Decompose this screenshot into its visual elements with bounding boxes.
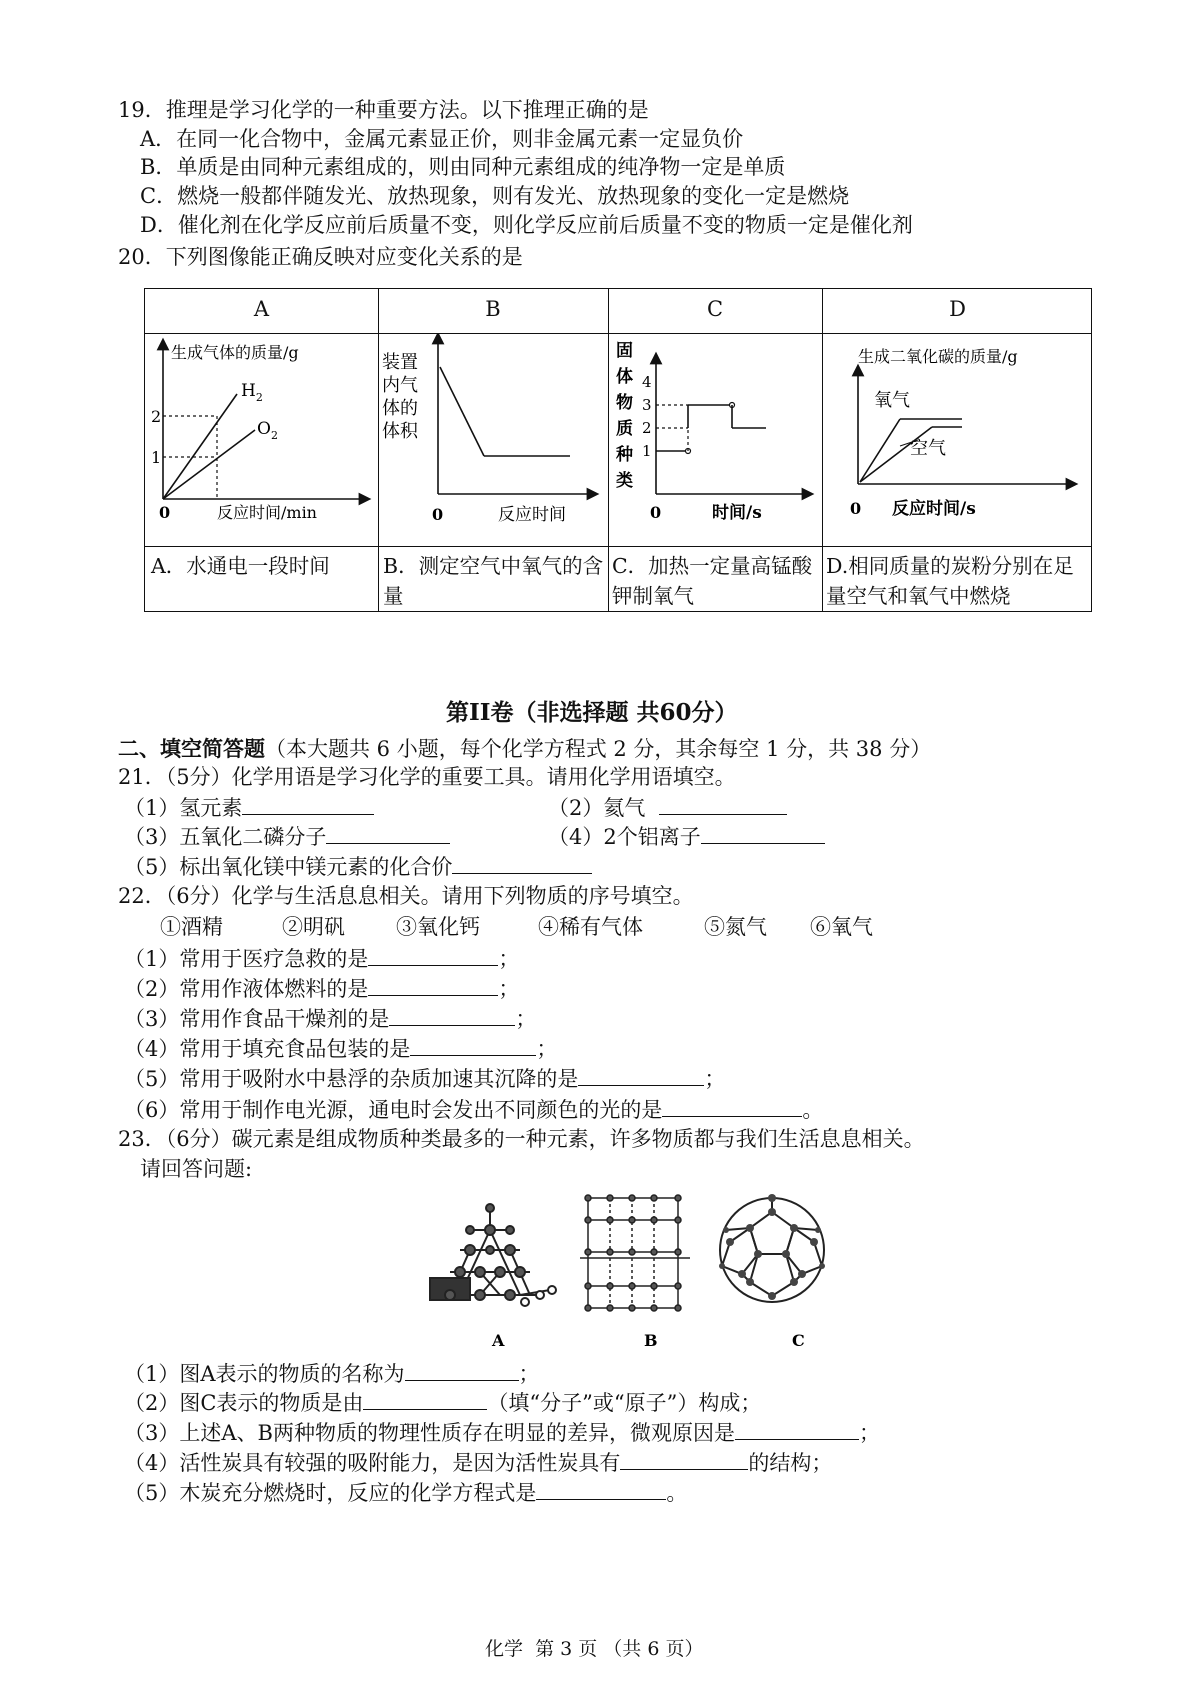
graph-a-ylabel: 生成气体的质量/g [171,343,299,362]
answer-blank[interactable] [368,948,498,966]
q22-item-5: （5）常用于吸附水中悬浮的杂质加速其沉降的是 ； [124,1067,726,1091]
q22-item-4: （4）常用于填充食品包装的是 ； [124,1037,558,1061]
graph-b-ylabel-1: 装置 [382,352,418,373]
caption-c: C．加热一定量高锰酸钾制氧气 [612,554,813,608]
q23-item-1: （1）图A表示的物质的名称为 ； [124,1362,540,1386]
graph-c-tick-1: 1 [642,442,652,460]
section-label: 二、填空简答题 [118,736,265,761]
caption-d: D.相同质量的炭粉分别在足量空气和氧气中燃烧 [826,554,1074,608]
answer-blank[interactable] [578,1068,704,1086]
q22-choice-3: ③氧化钙 [396,915,480,939]
graph-b-xlabel: 反应时间 [498,505,566,525]
q22-choice-4: ④稀有气体 [538,915,643,939]
q22-item-2: （2）常用作液体燃料的是 ； [124,977,520,1001]
q19-stem: 19．推理是学习化学的一种重要方法。以下推理正确的是 [118,98,649,122]
graph-c-ylabel-1: 固 [616,341,633,361]
graph-c-tick-4: 4 [642,373,652,391]
graph-a-h2-label: $H_2$ [241,381,263,404]
q21-item-1: （1）氢元素 [124,797,374,819]
q23-item-3: （3）上述A、B两种物质的物理性质存在明显的差异，微观原因是 ； [124,1421,880,1445]
answer-blank[interactable] [701,826,825,844]
section-heading [118,738,931,760]
q20-stem: 20．下列图像能正确反映对应变化关系的是 [118,245,523,269]
figure-label-b: B [644,1331,658,1350]
q22-choice-2: ②明矾 [282,915,345,939]
q19-option-b: B．单质是由同种元素组成的，则由同种元素组成的纯净物一定是单质 [140,155,786,179]
caption-a: A．水通电一段时间 [151,554,330,578]
q22-item-6: （6）常用于制作电光源，通电时会发出不同颜色的光的是 。 [124,1098,824,1122]
q21-item-2: （2）氦气 [548,797,787,819]
graph-d-origin: 0 [850,499,862,518]
part2-title: 第II卷（非选择题 共60分） [446,699,738,726]
graph-d-xlabel: 反应时间/s [892,499,976,519]
graph-d-air-label: 空气 [910,438,946,459]
graph-c-ylabel-5: 种 [616,445,633,465]
graph-d-oxygen-label: 氧气 [874,390,910,411]
q23-item-2: （2）图C表示的物质是由 （填“分子”或“原子”）构成； [124,1391,762,1415]
figure-label-a: A [492,1331,505,1350]
graphite-structure-image [580,1195,690,1311]
q20-graph-table [144,288,1092,612]
graph-c-tick-2: 2 [642,419,652,437]
answer-blank[interactable] [452,856,592,874]
q22-item-1: （1）常用于医疗急救的是 ； [124,947,520,971]
q22-choice-6: ⑥氧气 [810,915,873,939]
graph-c-ylabel-3: 物 [616,393,633,413]
fullerene-structure-image [719,1194,825,1302]
graph-c-origin: 0 [650,503,662,522]
answer-blank[interactable] [662,1099,802,1117]
graph-a-xlabel: 反应时间/min [217,503,317,522]
answer-blank[interactable] [735,1422,859,1440]
q22-item-3: （3）常用作食品干燥剂的是 ； [124,1007,537,1031]
answer-blank[interactable] [536,1482,666,1500]
caption-b: B．测定空气中氧气的含量 [383,554,604,608]
answer-blank[interactable] [405,1363,519,1381]
graph-c-ylabel-6: 类 [616,471,633,491]
page-footer: 化学 第 3 页 （共 6 页） [485,1638,704,1660]
q21-stem: 21．（5分）化学用语是学习化学的重要工具。请用化学用语填空。 [118,765,736,789]
q22-choice-1: ①酒精 [160,915,223,939]
answer-blank[interactable] [389,1008,515,1026]
graph-d-ylabel: 生成二氧化碳的质量/g [858,347,1018,366]
graph-c-tick-3: 3 [642,396,652,414]
q23-stem-2: 请回答问题: [140,1157,253,1181]
q23-item-5: （5）木炭充分燃烧时，反应的化学方程式是 。 [124,1481,688,1505]
answer-blank[interactable] [326,826,450,844]
graph-a-o2-label: $O_2$ [257,419,278,442]
graph-b-origin: 0 [432,505,444,524]
answer-blank[interactable] [363,1392,487,1410]
q23-item-4: （4）活性炭具有较强的吸附能力，是因为活性炭具有 的结构； [124,1451,833,1475]
header-b: B [485,297,501,321]
graph-b-ylabel-2: 内气 [382,375,418,396]
graph-a-tick-1: 1 [151,448,162,467]
q22-stem: 22．（6分）化学与生活息息相关。请用下列物质的序号填空。 [118,884,694,908]
q19-option-c: C．燃烧一般都伴随发光、放热现象，则有发光、放热现象的变化一定是燃烧 [140,184,850,208]
q19-option-d: D．催化剂在化学反应前后质量不变，则化学反应前后质量不变的物质一定是催化剂 [140,213,913,237]
answer-blank[interactable] [368,978,498,996]
q22-choice-5: ⑤氮气 [704,915,767,939]
header-d: D [949,297,966,321]
carbon-structures-figure [420,1190,840,1350]
figure-label-c: C [792,1331,805,1350]
answer-blank[interactable] [620,1452,748,1470]
q19-option-a: A．在同一化合物中，金属元素显正价，则非金属元素一定显负价 [140,127,744,151]
answer-blank[interactable] [242,797,374,815]
header-a: A [253,297,270,321]
graph-c-ylabel-2: 体 [616,367,633,387]
graph-d [822,334,1093,546]
graph-c [608,334,822,546]
q23-stem: 23．（6分）碳元素是组成物质种类最多的一种元素，许多物质都与我们生活息息相关。 [118,1127,925,1151]
q21-item-5: （5）标出氧化镁中镁元素的化合价 [124,856,592,878]
graph-c-ylabel-4: 质 [616,419,633,439]
q21-item-3: （3）五氧化二磷分子 [124,826,450,848]
graph-b-ylabel-3: 体的 [382,398,418,419]
graph-c-xlabel: 时间/s [712,503,762,523]
answer-blank[interactable] [659,797,787,815]
header-c: C [706,297,724,321]
graph-a-origin: 0 [159,503,171,522]
graph-b [378,334,608,546]
graph-b-ylabel-4: 体积 [382,421,418,442]
diamond-structure-image [430,1204,556,1306]
graph-a-tick-2: 2 [151,407,162,426]
section-note: （本大题共 6 小题，每个化学方程式 2 分，其余每空 1 分，共 38 分） [265,737,932,761]
graph-a [145,334,378,546]
q21-item-4: （4）2个铝离子 [548,826,825,848]
answer-blank[interactable] [410,1038,536,1056]
